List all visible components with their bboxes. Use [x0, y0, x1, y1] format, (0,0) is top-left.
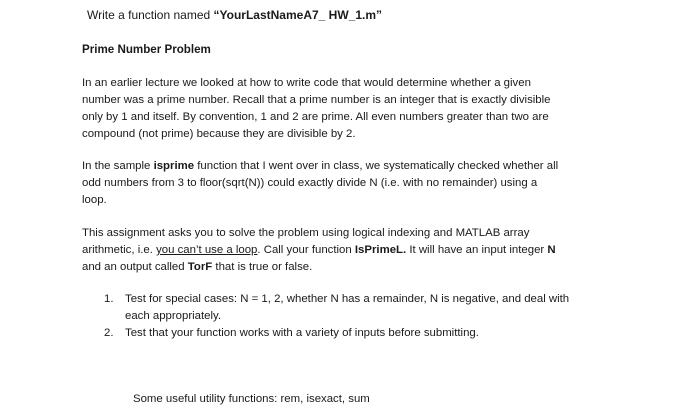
paragraph-line: only by 1 and itself. By convention, 1 and 2 are prime. All even numbers greater than two are [82, 111, 549, 123]
list-number: 1. [104, 293, 114, 305]
list-number: 2. [104, 327, 114, 339]
paragraph-line [82, 259, 622, 276]
paragraph-line: number was a prime number. Recall that a prime number is an integer that is exactly divisible [82, 94, 551, 106]
assignment-title [87, 7, 382, 24]
utility-functions-note: Some useful utility functions: rem, isexact, sum [133, 393, 370, 405]
underlined-text: you can’t use a loop [156, 244, 258, 256]
paragraph-intro [82, 75, 622, 143]
title-prefix: Write a function named [87, 8, 214, 22]
section-heading: Prime Number Problem [82, 43, 211, 56]
paragraph-line: compound (not prime) because they are divisible by 2. [82, 128, 356, 140]
text-run: It will have an input integer [406, 244, 548, 256]
list-line: each appropriately. [125, 310, 222, 322]
list-line: Test for special cases: N = 1, 2, whether N has a remainder, N is negative, and deal with [125, 293, 570, 305]
paragraph-line: odd numbers from 3 to floor(sqrt(N)) could exactly divide N (i.e. with no remainder) using a [82, 177, 538, 189]
text-run: function that I went over in class, we systematically checked whether all [194, 160, 559, 172]
text-run: that is true or false. [212, 261, 313, 273]
list-item [82, 325, 622, 342]
bold-function-name: IsPrimeL. [354, 244, 407, 256]
paragraph-line [82, 242, 622, 259]
paragraph-assignment [82, 225, 622, 276]
bold-variable: N [547, 244, 556, 256]
paragraph-line [82, 158, 622, 175]
bold-function-name: isprime [153, 160, 195, 172]
instructions-list [82, 291, 622, 342]
bold-variable: TorF [187, 261, 213, 273]
paragraph-line: This assignment asks you to solve the problem using logical indexing and MATLAB array [82, 227, 530, 239]
paragraph-isprime [82, 158, 622, 209]
paragraph-line: In an earlier lecture we looked at how to write code that would determine whether a given [82, 77, 531, 89]
text-run: arithmetic, i.e. [82, 244, 157, 256]
title-filename: “YourLastNameA7_ HW_1.m” [213, 8, 383, 22]
text-run: and an output called [82, 261, 188, 273]
list-line: Test that your function works with a variety of inputs before submitting. [125, 327, 479, 339]
text-run: In the sample [82, 160, 154, 172]
text-run: . Call your function [257, 244, 355, 256]
paragraph-line: loop. [82, 194, 107, 206]
list-item [82, 291, 622, 325]
